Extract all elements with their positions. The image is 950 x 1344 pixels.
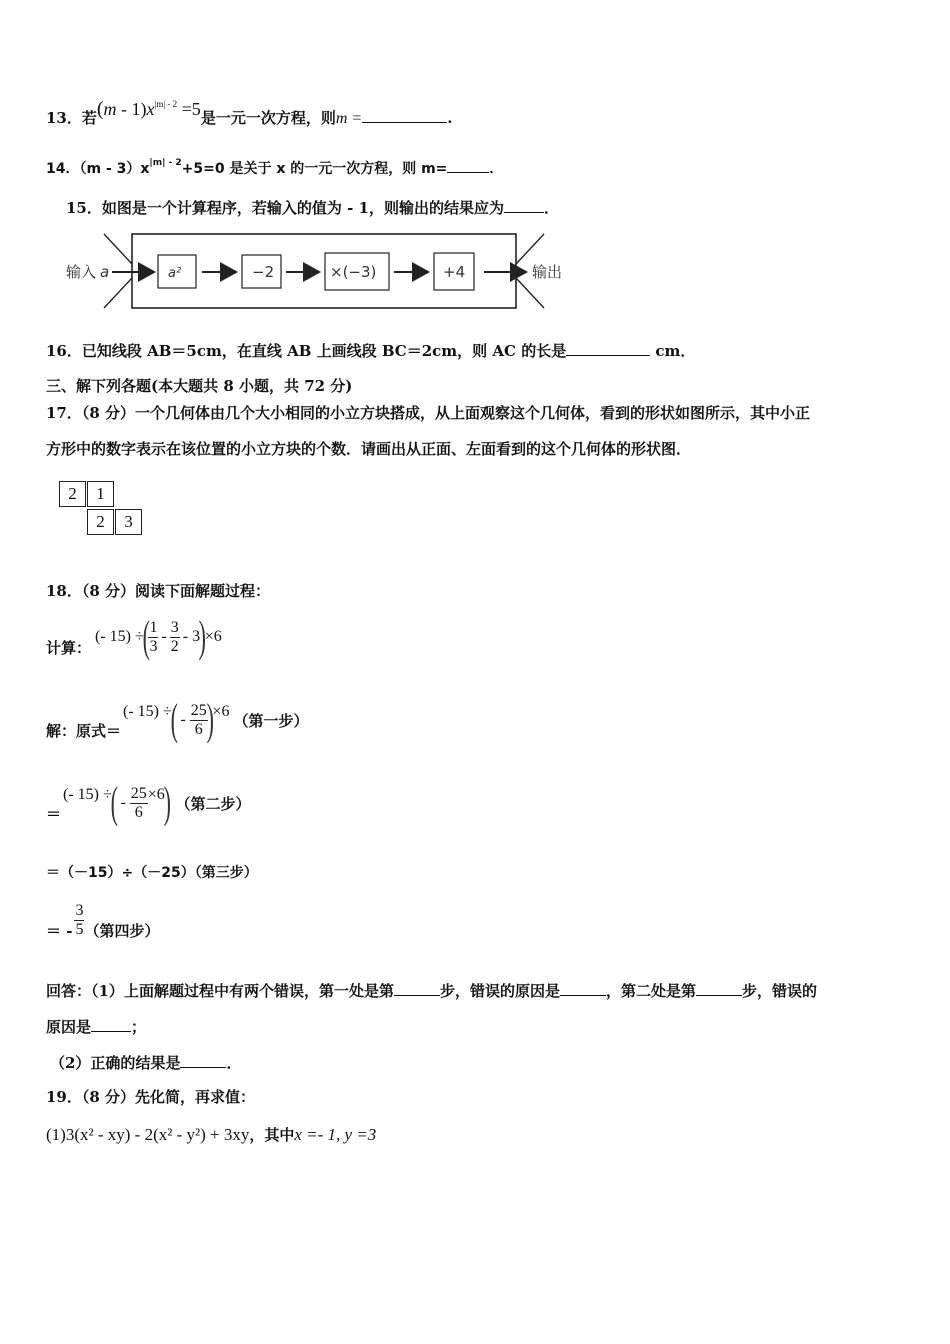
flow-box-plus4-label: +4 (443, 263, 466, 281)
frame-notch-tl (104, 234, 132, 264)
q18-blank-reason1[interactable] (560, 981, 606, 996)
grid-cell: 2 (59, 481, 86, 507)
flow-box-square-label: a² (168, 266, 182, 281)
q18-calc: 计算： (- 15) ÷ ( $\frac{1}{3}$ - $\frac{3}{2}$ - 3 ) ×6 (46, 612, 222, 661)
q13-answer-blank[interactable] (362, 108, 447, 123)
top-view-grid (59, 481, 145, 537)
question-13: 13．若$(m - 1)x^{|m| - 2} =5$是一元一次方程，则m = . (46, 98, 453, 127)
q14-answer-blank[interactable] (447, 158, 489, 173)
section-3-heading: 三、解下列各题(本大题共 8 小题，共 72 分) (46, 377, 353, 395)
frame-notch-bl (104, 278, 132, 308)
q16-answer-blank[interactable] (566, 341, 650, 356)
q19-values: x =- 1, y =3 (294, 1125, 377, 1144)
q18-calc-label: 计算： (46, 638, 92, 657)
flow-input-label: 输入 (66, 263, 97, 281)
q18-step4: ＝ - $\frac{3}{5}$ （第四步） (46, 901, 160, 940)
q18-step3: ＝（－15）÷（－25）（第三步） (46, 865, 258, 881)
q18-blank-result[interactable] (180, 1053, 226, 1068)
flow-output-label: 输出 (532, 263, 563, 281)
flow-box-minus2-label: −2 (252, 263, 275, 281)
q18-answer-line2: 原因是 ； (46, 1018, 147, 1036)
grid-cell: 3 (115, 509, 142, 535)
question-17-line1: 17．（8 分）一个几何体由几个大小相同的小立方块搭成，从上面观察这个几何体，看到的形状如图所示，其中小正 (46, 404, 811, 422)
q19-expression-line: (1)3(x² - xy) - 2(x² - y²) + 3xy，其中x =- 1, y =3 (46, 1125, 377, 1144)
question-16: 16．已知线段 AB＝5cm，在直线 AB 上画线段 BC＝2cm，则 AC 的长是 cm． (46, 342, 696, 360)
flow-box-times-neg3-label: ×(−3) (330, 263, 377, 281)
q18-answer-line1: 回答：（1）上面解题过程中有两个错误，第一处是第 步，错误的原因是 ，第二处是第 步，错误的 (46, 982, 817, 1000)
q15-answer-blank[interactable] (504, 198, 544, 213)
grid-cell: 2 (87, 509, 114, 535)
q18-blank-step1[interactable] (394, 981, 440, 996)
q18-blank-step2[interactable] (696, 981, 742, 996)
q13-expression: $(m - 1)x^{|m| - 2} =5$ (96, 98, 201, 120)
calculation-flowchart (64, 228, 584, 313)
question-18-title: 18．（8 分）阅读下面解题过程： (46, 582, 271, 600)
frame-notch-br (516, 278, 544, 308)
question-19-title: 19．（8 分）先化简，再求值： (46, 1088, 256, 1106)
frame-notch-tr (516, 234, 544, 264)
question-15: 15．如图是一个计算程序，若输入的值为 - 1，则输出的结果应为 ． (66, 199, 559, 217)
q18-blank-reason2[interactable] (91, 1017, 131, 1032)
q18-answer-line3: （2）正确的结果是 ． (50, 1054, 242, 1072)
question-14: 14．$(m - 3)x^{|m| - 2}+5=0$ 是关于 x 的一元一次方程，则 m= ． (46, 158, 504, 177)
flow-input-var: a (100, 263, 110, 281)
question-17-line2: 方形中的数字表示在该位置的小立方块的个数．请画出从正面、左面看到的这个几何体的形状图． (46, 440, 692, 458)
grid-cell: 1 (87, 481, 114, 507)
q19-expression: (1)3(x² - xy) - 2(x² - y²) + 3xy (46, 1125, 250, 1144)
q13-number: 13．若 (46, 109, 97, 127)
q18-step1: 解：原式＝ (- 15) ÷ ( - $\frac{25}{6}$ ) ×6 （第一步） (46, 695, 309, 744)
q18-step2: ＝ (- 15) ÷ ( - $\frac{25}{6}$ ×6 ) （第二步） (46, 778, 251, 827)
